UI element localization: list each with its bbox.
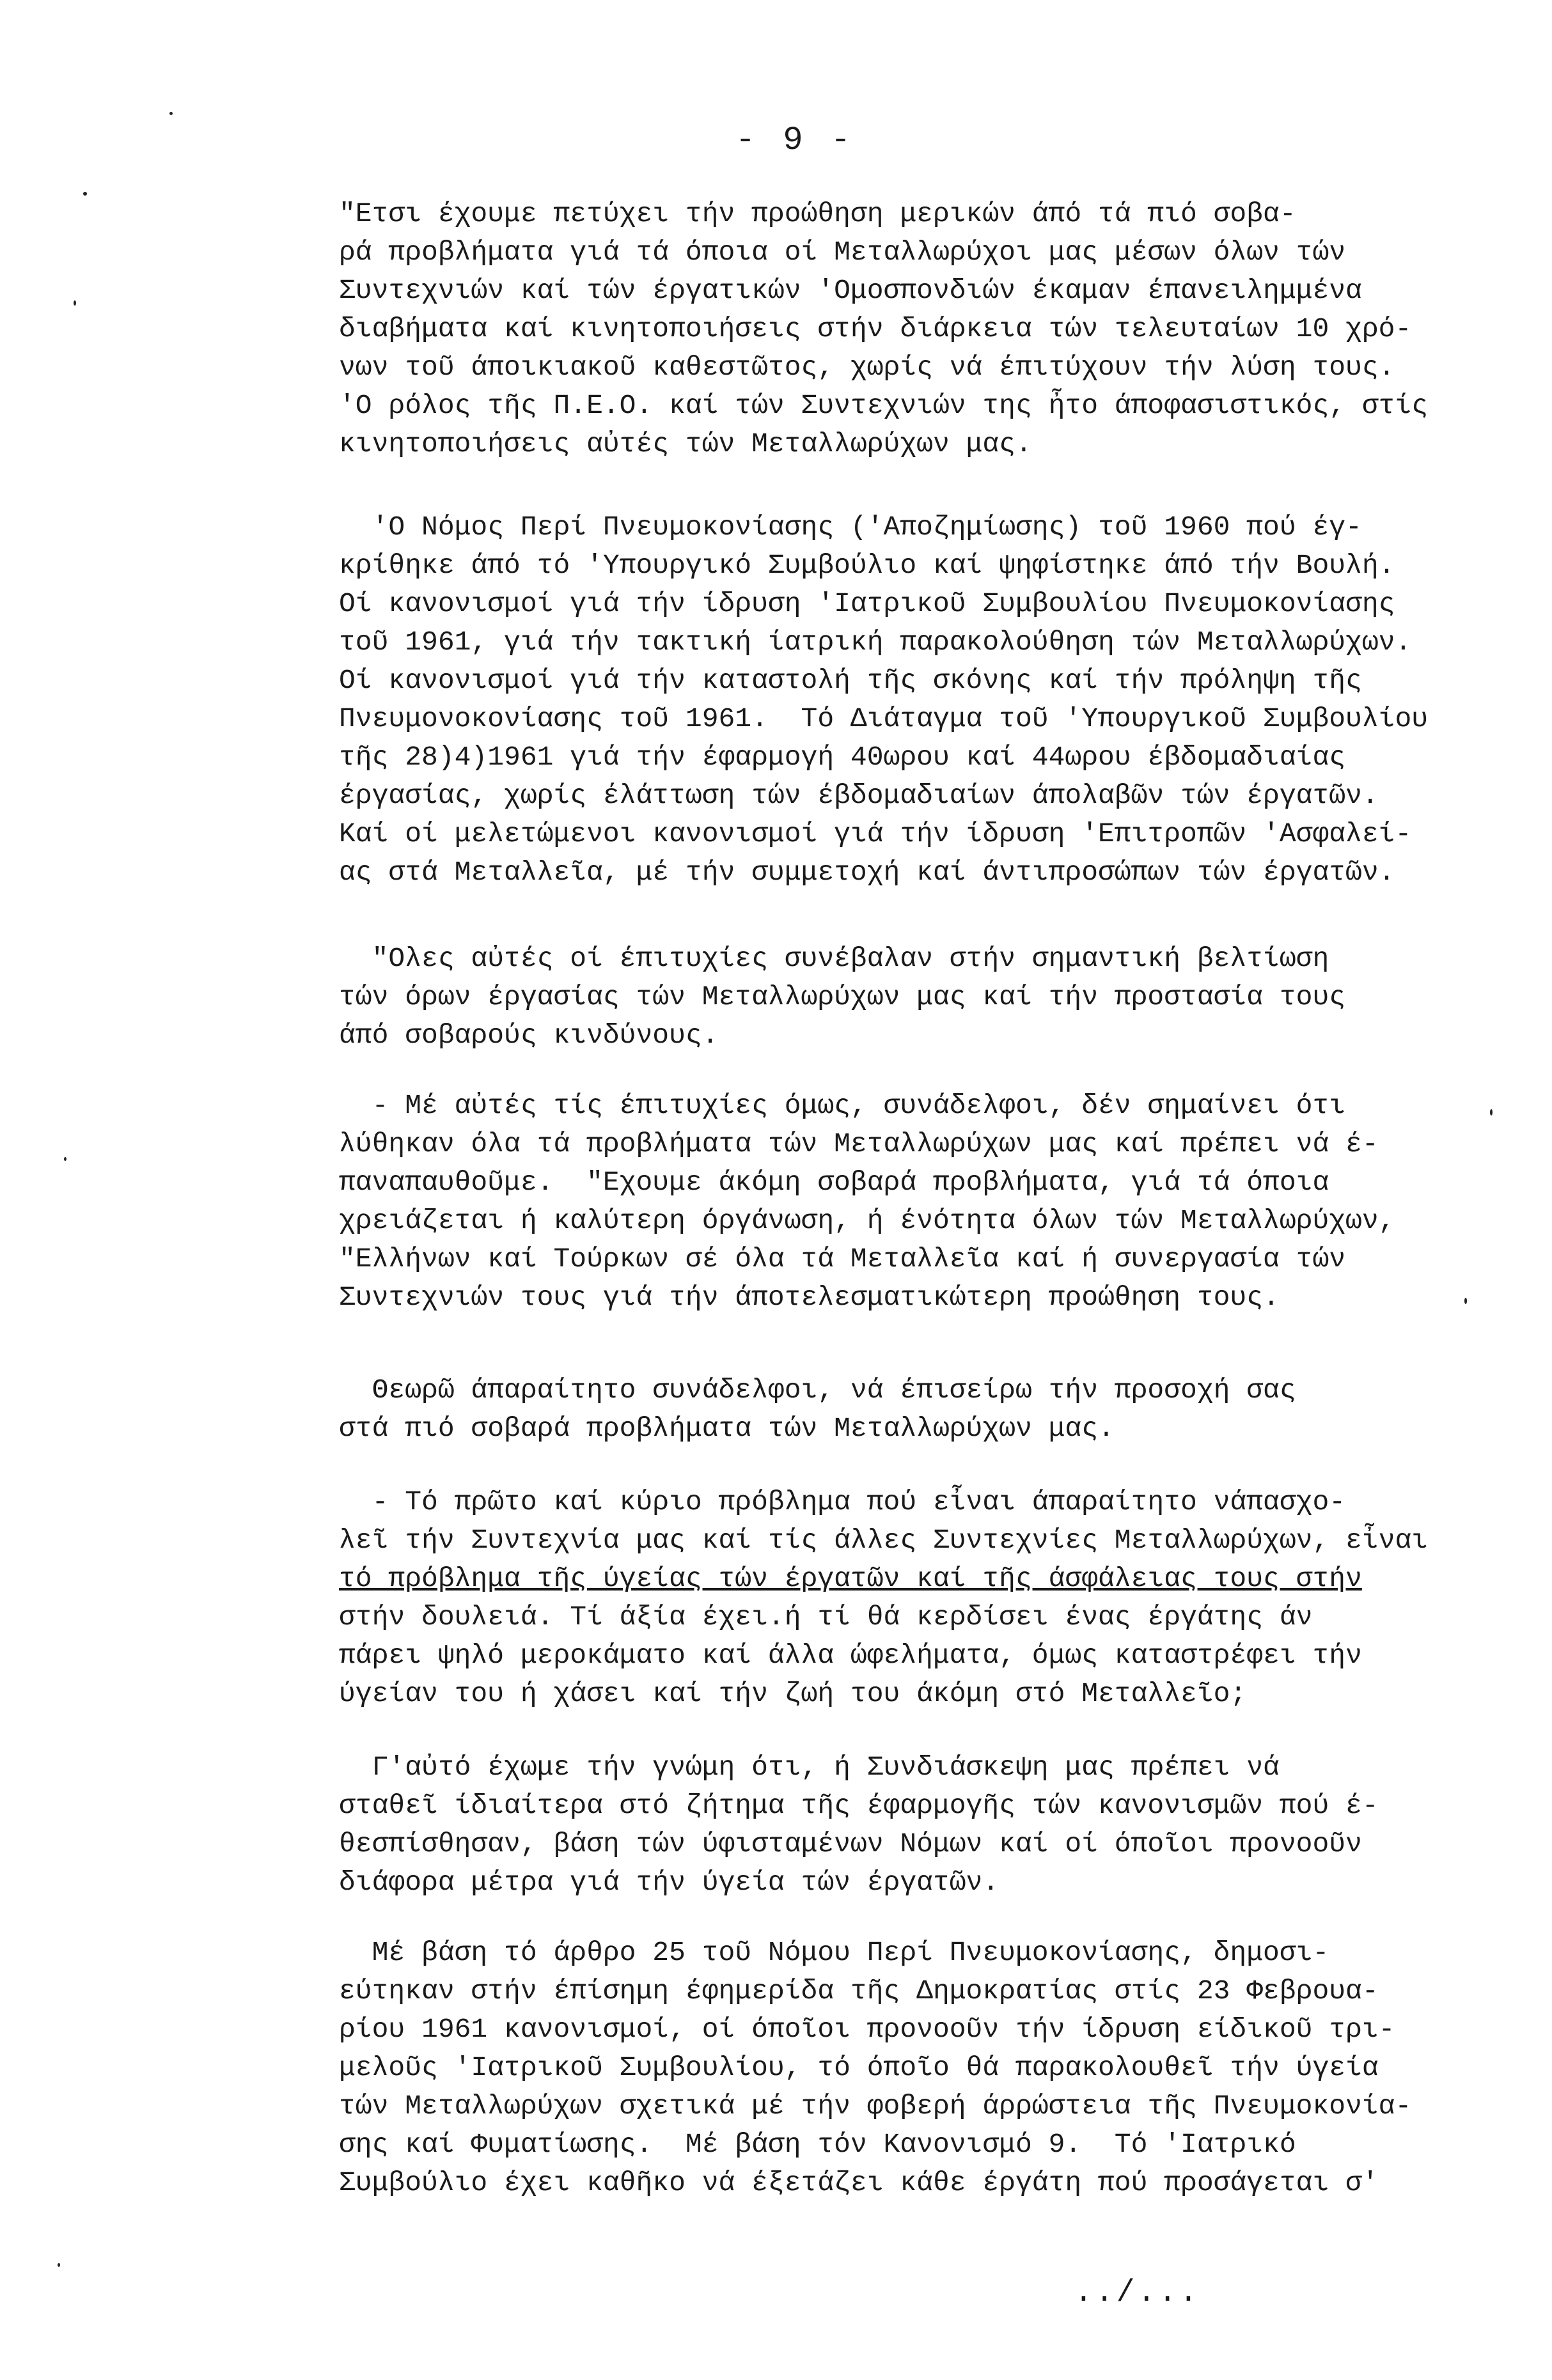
- continuation-marker: ../...: [1074, 2276, 1200, 2310]
- text-line-underlined: τό πρόβλημα τῆς ύγείας τών έργατῶν καί τῆς άσφάλειας τους στήν: [339, 1563, 1362, 1594]
- text-line: παναπαυθοῦμε. "Εχουμε άκόμη σοβαρά προβλήματα, γιά τά όποια: [339, 1167, 1329, 1198]
- text-line: Μέ βάση τό άρθρο 25 τοῦ Νόμου Περί Πνευμοκονίασης, δημοσι-: [339, 1937, 1329, 1968]
- text-line: τῆς 28)4)1961 γιά τήν έφαρμογή 40ωρου καί 44ωρου έβδομαδιαίας: [339, 742, 1346, 773]
- text-line: στά πιό σοβαρά προβλήματα τών Μεταλλωρύχων μας.: [339, 1413, 1115, 1444]
- text-line: λύθηκαν όλα τά προβλήματα τών Μεταλλωρύχων μας καί πρέπει νά έ-: [339, 1128, 1379, 1160]
- text-line: λεῖ τήν Συντεχνία μας καί τίς άλλες Συντεχνίες Μεταλλωρύχων, εἶναι: [339, 1525, 1429, 1556]
- paragraph-1: [339, 195, 1464, 463]
- text-line: - Μέ αὐτές τίς έπιτυχίες όμως, συνάδελφοι, δέν σημαίνει ότι: [339, 1090, 1346, 1121]
- scan-speck: [83, 192, 87, 196]
- text-line: στήν δουλειά. Τί άξία έχει.ή τί θά κερδίσει ένας έργάτης άν: [339, 1601, 1313, 1633]
- text-line: "Ετσι έχουμε πετύχει τήν προώθηση μερικών άπό τά πιό σοβα-: [339, 198, 1296, 229]
- text-line: μελοῦς 'Ιατρικοῦ Συμβουλίου, τό όποῖο θά παρακολουθεῖ τήν ύγεία: [339, 2052, 1379, 2083]
- text-line: σταθεῖ ίδιαίτερα στό ζήτημα τῆς έφαρμογῆς τών κανονισμῶν πού έ-: [339, 1790, 1379, 1821]
- scan-speck: [1464, 1298, 1467, 1304]
- text-line: 'Ο Νόμος Περί Πνευμοκονίασης ('Αποζημίωσης) τοῦ 1960 πού έγ-: [339, 511, 1362, 543]
- text-line: άπό σοβαρούς κινδύνους.: [339, 1020, 719, 1051]
- text-line: πάρει ψηλό μεροκάματο καί άλλα ώφελήματα, όμως καταστρέφει τήν: [339, 1640, 1362, 1671]
- text-line: 'Ο ρόλος τῆς Π.Ε.Ο. καί τών Συντεχνιών της ἦτο άποφασιστικός, στίς: [339, 390, 1429, 421]
- text-line: ρίου 1961 κανονισμοί, οί όποῖοι προνοοῦν τήν ίδρυση είδικοῦ τρι-: [339, 2014, 1395, 2045]
- text-line: νων τοῦ άποικιακοῦ καθεστῶτος, χωρίς νά έπιτύχουν τήν λύση τους.: [339, 352, 1395, 383]
- text-line: θεσπίσθησαν, βάση τών ύφισταμένων Νόμων καί οί όποῖοι προνοοῦν: [339, 1828, 1362, 1860]
- text-line: ρά προβλήματα γιά τά όποια οί Μεταλλωρύχοι μας μέσων όλων τών: [339, 237, 1346, 268]
- text-line: Καί οί μελετώμενοι κανονισμοί γιά τήν ίδρυση 'Επιτροπῶν 'Ασφαλεί-: [339, 818, 1412, 850]
- text-line: "Ελλήνων καί Τούρκων σέ όλα τά Μεταλλεῖα καί ή συνεργασία τών: [339, 1243, 1346, 1275]
- text-line: Συντεχνιών καί τών έργατικών 'Ομοσπονδιών έκαμαν έπανειλημμένα: [339, 275, 1362, 306]
- text-line: διαβήματα καί κινητοποιήσεις στήν διάρκεια τών τελευταίων 10 χρό-: [339, 313, 1412, 345]
- text-line: Οί κανονισμοί γιά τήν καταστολή τῆς σκόνης καί τήν πρόληψη τῆς: [339, 665, 1362, 696]
- page-number: - 9 -: [735, 121, 855, 159]
- paragraph-2: [339, 508, 1464, 892]
- paragraph-4: [339, 1087, 1464, 1317]
- text-line: τών Μεταλλωρύχων σχετικά μέ τήν φοβερή άρρώστεια τῆς Πνευμοκονία-: [339, 2090, 1412, 2122]
- text-line: Γ'αὐτό έχωμε τήν γνώμη ότι, ή Συνδιάσκεψη μας πρέπει νά: [339, 1752, 1280, 1783]
- text-line: τών όρων έργασίας τών Μεταλλωρύχων μας καί τήν προστασία τους: [339, 981, 1346, 1013]
- scan-speck: [169, 112, 173, 115]
- text-line: Οί κανονισμοί γιά τήν ίδρυση 'Ιατρικοῦ Συμβουλίου Πνευμοκονίασης: [339, 588, 1395, 619]
- text-line: ύγείαν του ή χάσει καί τήν ζωή του άκόμη στό Μεταλλεῖο;: [339, 1678, 1247, 1709]
- text-line: τοῦ 1961, γιά τήν τακτική ίατρική παρακολούθηση τών Μεταλλωρύχων.: [339, 626, 1412, 658]
- text-line: διάφορα μέτρα γιά τήν ύγεία τών έργατῶν.: [339, 1867, 999, 1898]
- text-line: χρειάζεται ή καλύτερη όργάνωση, ή ένότητα όλων τών Μεταλλωρύχων,: [339, 1205, 1395, 1236]
- paragraph-8: [339, 1934, 1464, 2202]
- text-line: Συμβούλιο έχει καθῆκο νά έξετάζει κάθε έργάτη πού προσάγεται σ': [339, 2167, 1379, 2198]
- text-line: κινητοποιήσεις αὐτές τών Μεταλλωρύχων μας.: [339, 428, 1032, 460]
- text-line: - Τό πρῶτο καί κύριο πρόβλημα πού εἶναι άπαραίτητο νάπασχο-: [339, 1486, 1346, 1518]
- paragraph-6: [339, 1483, 1464, 1713]
- scan-speck: [64, 1157, 67, 1161]
- scan-speck: [74, 300, 76, 306]
- paragraph-7: [339, 1748, 1464, 1902]
- text-line: έργασίας, χωρίς έλάττωση τών έβδομαδιαίων άπολαβῶν τών έργατῶν.: [339, 780, 1379, 811]
- paragraph-3: [339, 940, 1464, 1055]
- text-line: εύτηκαν στήν έπίσημη έφημερίδα τῆς Δημοκρατίας στίς 23 Φεβρουα-: [339, 1975, 1379, 2007]
- paragraph-5: [339, 1371, 1464, 1448]
- text-line: κρίθηκε άπό τό 'Υπουργικό Συμβούλιο καί ψηφίστηκε άπό τήν Βουλή.: [339, 550, 1395, 581]
- text-line: "Ολες αὐτές οί έπιτυχίες συνέβαλαν στήν σημαντική βελτίωση: [339, 943, 1329, 974]
- text-line: Θεωρῶ άπαραίτητο συνάδελφοι, νά έπισείρω τήν προσοχή σας: [339, 1374, 1296, 1406]
- scan-speck: [1490, 1109, 1493, 1116]
- text-line: ας στά Μεταλλεῖα, μέ τήν συμμετοχή καί άντιπροσώπων τών έργατῶν.: [339, 857, 1395, 888]
- scan-speck: [58, 2263, 60, 2267]
- text-line: Συντεχνιών τους γιά τήν άποτελεσματικώτερη προώθηση τους.: [339, 1282, 1280, 1313]
- text-line: σης καί Φυματίωσης. Μέ βάση τόν Κανονισμό 9. Τό 'Ιατρικό: [339, 2129, 1296, 2160]
- text-line: Πνευμονοκονίασης τοῦ 1961. Τό Διάταγμα τοῦ 'Υπουργικοῦ Συμβουλίου: [339, 703, 1429, 735]
